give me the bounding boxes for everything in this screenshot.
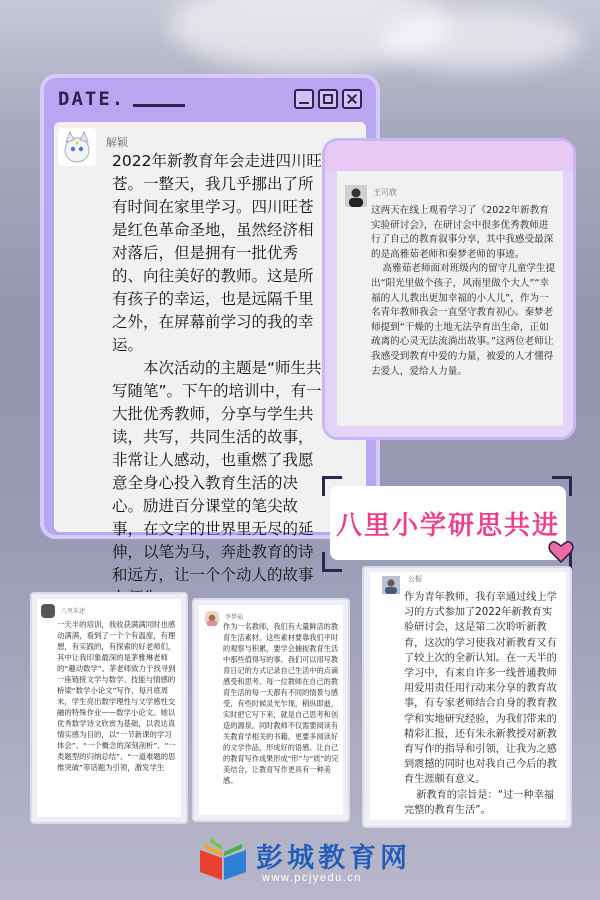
post-body [112, 150, 326, 584]
date-label: DATE. [58, 88, 126, 110]
post-card-content [370, 572, 566, 820]
book-logo-icon [196, 836, 250, 886]
post-paragraph: 作为青年教师，我有幸通过线上学习的方式参加了2022年新教育实验研讨会，这是第二次聆听新教育，这次的学习使我对新教育又有了较上次的全新认知。在一天半的学习中，有来自许多一线普通教师用爱用责任用行动来分享的教育故事，有专家老师结合自身的教育教学和实地研究经验，为我们带来的精彩汇报，还有朱永新教授对新教育写作的指导和引领，让我为之感到震撼的同时也对我自己今后的教育生涯颇有意义。 [404, 592, 557, 786]
avatar [382, 576, 400, 594]
right-window [322, 138, 576, 440]
post-paragraph: 作为一名教师，我们有大量鲜活的教育生活素材。这些素材要靠我们平时的观察与积累，要学会捕捉教育生活中那些值得写的事。我们可以用写教育日记的方式记录自己生活中的点滴感受和思考。每一位教师在自己的教育生活的每一天都有不同的情景与感受，有些时候灵光乍现，稍纵即逝，实时把它写下来，就是自己思考和创造的源泉。同时教师不仅需要阅读有关教育学相关的书籍，更要多阅读好的文学作品，形成好的语感。让自己的教育写作成果形成“形”与“质”的完美结合，让教育写作更具有一种美感。 [223, 622, 339, 785]
post-paragraph: 高雅茹老师面对班级内的留守儿童学生提出“阳光里做个孩子，风雨里做个大人”“幸福的人儿教出更加幸福的小人儿”，作为一名青年教师我会一直坚守教育初心。秦梦老师提到“干燥的土地无法孕育出生命，正如疏离的心灵无法流淌出故事。”这两位老师让我感受到教育中爱的力量，被爱的人才懂得去爱人，爱给人力量。 [371, 263, 556, 377]
logo-text: 彭城教育网 [256, 843, 411, 874]
post-card [192, 598, 350, 822]
right-window-titlebar [325, 141, 573, 171]
site-logo[interactable] [0, 832, 600, 892]
post-body [57, 619, 177, 773]
post-body [371, 204, 557, 379]
username: 公振 [408, 576, 422, 583]
avatar [58, 128, 96, 166]
post-paragraph: 这两天在线上观看学习了《2022年新教育实验研讨会》，在研讨会中很多优秀教师进行了自己的教育叙事分享，其中我感受最深的是高雅茹老师和秦梦老师的事迹。 [371, 205, 554, 260]
post-card [362, 566, 572, 828]
banner [322, 476, 572, 572]
banner-box [330, 486, 566, 560]
window-controls [294, 89, 362, 109]
cloud-decoration [380, 10, 580, 70]
avatar [345, 185, 367, 207]
post-card [30, 592, 188, 824]
banner-title: 八里小学研思共进 [335, 510, 560, 541]
minimize-icon[interactable] [294, 89, 314, 109]
post-paragraph: 一天半的培训，我收获满满同时也感动满满，看到了一个个有温度，有理想，有实践的，有探索的好老师们，其中让我印象最深的是茅雅琳老师的“趣动数学”。茅老师致力于找寻到一座链接文学与数学、技能与情感的桥梁“数学小论文”写作，每月底周末，学生亮出数学理性与文学感性交融的特殊作业——数学小论文。她以优秀数学诗文欣赏为基础，以表达真情实感为目的，以“一节新课的学习体会”、“一个概念的深刻剖析”、“一类题型的归纳总结”、“一道难题的思维突破”等话题为引领，激发学生 [57, 620, 176, 772]
post-body [404, 590, 560, 818]
maximize-icon[interactable] [318, 89, 338, 109]
date-window-titlebar [44, 78, 376, 120]
username: 解颖 [106, 137, 128, 149]
post-body [223, 621, 339, 786]
post-paragraph: 新教育的宗旨是：“过一种幸福完整的教育生活”。 [404, 789, 554, 816]
username: 王可欣 [373, 188, 397, 197]
post-card-content [37, 599, 181, 817]
site-url: www.pcjyedu.cn [262, 872, 362, 884]
date-underline [133, 104, 185, 107]
post-paragraph: 本次活动的主题是“师生共写随笔”。下午的培训中，有一大批优秀教师，分享与学生共读，共写，共同生活的故事，非常让人感动，也重燃了我愿意全身心投入教育生活的决心。励进百分课堂的笔尖故事，在文字的世界里无尽的延伸，以笔为马，奔赴教育的诗和远方，让一个个动人的故事 [112, 359, 322, 584]
right-window-content [337, 171, 563, 426]
avatar [41, 604, 55, 618]
close-icon[interactable] [342, 89, 362, 109]
username: 李梦茹 [225, 615, 244, 621]
username: 八里朱述 [61, 609, 86, 615]
post-card-content [199, 605, 343, 815]
avatar [205, 611, 219, 625]
post-paragraph: 2022年新教育年会走进四川旺苍。一整天，我几乎挪出了所有时间在家里学习。四川旺苍是红色革命圣地，虽然经济相对落后，但是拥有一批优秀的、向往美好的教师。这是所有孩子的幸运，也是远隔千里之外，在屏幕前学习的我的幸运。 [112, 152, 322, 354]
heart-icon [548, 540, 574, 568]
